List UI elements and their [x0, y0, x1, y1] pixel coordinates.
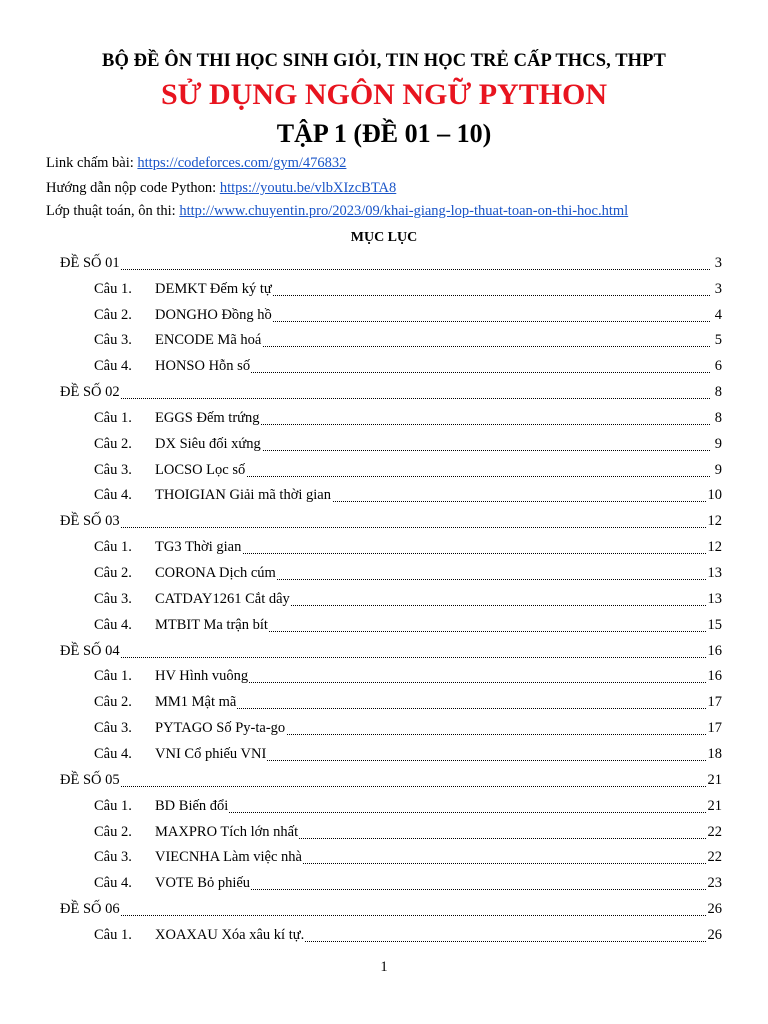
toc-item-number: Câu 2.	[94, 694, 132, 711]
toc-item-number: Câu 4.	[94, 875, 132, 892]
toc-item-number: Câu 4.	[94, 616, 132, 633]
toc-item-number: Câu 4.	[94, 487, 132, 504]
toc-item-number: Câu 3.	[94, 590, 132, 607]
toc-item-row[interactable]	[0, 480, 768, 506]
toc-item-row[interactable]	[0, 712, 768, 738]
toc-page-number: 5	[714, 332, 722, 349]
toc-item-label: DX Siêu đối xứng	[155, 435, 261, 452]
toc-section-row[interactable]	[0, 893, 768, 919]
toc-item-label: BD Biến đổi	[155, 797, 229, 814]
toc-item-number: Câu 1.	[94, 280, 132, 297]
toc-item-row[interactable]	[0, 350, 768, 376]
toc-item-number: Câu 1.	[94, 797, 132, 814]
toc-item-number: Câu 4.	[94, 358, 132, 375]
toc-item-label: CATDAY1261 Cắt dây	[155, 590, 290, 607]
toc-section-label: ĐỀ SỐ 06	[60, 901, 120, 918]
dot-leader	[155, 812, 710, 813]
toc-page-number: 16	[707, 642, 722, 659]
toc-item-number: Câu 1.	[94, 409, 132, 426]
toc-item-row[interactable]	[0, 531, 768, 557]
toc-item-row[interactable]	[0, 325, 768, 351]
toc-page-number: 9	[714, 461, 722, 478]
toc-item-label: HONSO Hỗn số	[155, 358, 251, 375]
toc-page-number: 10	[707, 487, 722, 504]
toc-item-row[interactable]	[0, 842, 768, 868]
class-link-line	[46, 203, 628, 220]
toc-item-label: ENCODE Mã hoá	[155, 332, 262, 349]
toc-section-label: ĐỀ SỐ 02	[60, 384, 120, 401]
toc-item-label: TG3 Thời gian	[155, 539, 242, 556]
toc-page-number: 3	[714, 280, 722, 297]
toc-item-row[interactable]	[0, 583, 768, 609]
toc-page-number: 23	[707, 875, 722, 892]
toc-item-row[interactable]	[0, 454, 768, 480]
toc-page-number: 17	[707, 694, 722, 711]
toc-item-number: Câu 1.	[94, 668, 132, 685]
toc-page-number: 9	[714, 435, 722, 452]
toc-item-label: CORONA Dịch cúm	[155, 565, 276, 582]
toc-section-row[interactable]	[0, 635, 768, 661]
toc-page-number: 21	[707, 771, 722, 788]
toc-item-number: Câu 1.	[94, 539, 132, 556]
toc-page-number: 26	[707, 901, 722, 918]
toc-page-number: 12	[707, 513, 722, 530]
page-number: 1	[380, 959, 388, 975]
toc-page-number: 8	[714, 384, 722, 401]
dot-leader	[60, 269, 710, 270]
toc-item-number: Câu 3.	[94, 849, 132, 866]
document-heading: BỘ ĐỀ ÔN THI HỌC SINH GIỎI, TIN HỌC TRẺ CẤP THCS, THPT	[102, 51, 666, 71]
volume-title: TẬP 1 (ĐỀ 01 – 10)	[276, 119, 492, 148]
dot-leader	[60, 398, 710, 399]
document-title: SỬ DỤNG NGÔN NGỮ PYTHON	[160, 78, 608, 111]
toc-page-number: 22	[707, 823, 722, 840]
toc-section-label: ĐỀ SỐ 01	[60, 254, 120, 271]
toc-item-number: Câu 3.	[94, 461, 132, 478]
toc-item-label: VIECNHA Làm việc nhà	[155, 849, 302, 866]
toc-page-number: 13	[707, 565, 722, 582]
toc-item-label: MM1 Mật mã	[155, 694, 237, 711]
toc-item-label: DONGHO Đồng hồ	[155, 306, 272, 323]
toc-item-row[interactable]	[0, 299, 768, 325]
dot-leader	[60, 786, 710, 787]
toc-page-number: 18	[707, 745, 722, 762]
toc-item-row[interactable]	[0, 738, 768, 764]
toc-item-row[interactable]	[0, 661, 768, 687]
submission-guide-line	[46, 180, 396, 197]
toc-page-number: 16	[707, 668, 722, 685]
toc-item-number: Câu 2.	[94, 565, 132, 582]
toc-page-number: 8	[714, 409, 722, 426]
toc-item-label: MTBIT Ma trận bít	[155, 616, 268, 633]
link-label: Link chấm bài:	[46, 155, 138, 171]
toc-page-number: 15	[707, 616, 722, 633]
dot-leader	[60, 657, 710, 658]
toc-item-row[interactable]	[0, 790, 768, 816]
dot-leader	[155, 708, 710, 709]
toc-section-row[interactable]	[0, 506, 768, 532]
link-label: Hướng dẫn nộp code Python:	[46, 180, 220, 196]
toc-item-number: Câu 2.	[94, 823, 132, 840]
toc-item-number: Câu 2.	[94, 306, 132, 323]
toc-section-row[interactable]	[0, 376, 768, 402]
toc-item-number: Câu 2.	[94, 435, 132, 452]
toc-item-row[interactable]	[0, 867, 768, 893]
toc-item-row[interactable]	[0, 273, 768, 299]
grading-link[interactable]: https://codeforces.com/gym/476832	[137, 155, 347, 171]
toc-page-number: 6	[714, 358, 722, 375]
toc-page-number: 21	[707, 797, 722, 814]
dot-leader	[60, 527, 710, 528]
toc-item-row[interactable]	[0, 402, 768, 428]
toc-page-number: 4	[714, 306, 722, 323]
toc-page-number: 22	[707, 849, 722, 866]
toc-item-label: EGGS Đếm trứng	[155, 409, 260, 426]
submission-guide-link[interactable]: https://youtu.be/vlbXIzcBTA8	[219, 180, 397, 196]
toc-item-label: VOTE Bỏ phiếu	[155, 875, 251, 892]
toc-item-row[interactable]	[0, 686, 768, 712]
toc-item-label: DEMKT Đếm ký tự	[155, 280, 272, 297]
toc-item-label: THOIGIAN Giải mã thời gian	[155, 487, 331, 504]
toc-page-number: 3	[714, 254, 722, 271]
toc-section-row[interactable]	[0, 247, 768, 273]
toc-section-label: ĐỀ SỐ 05	[60, 771, 120, 788]
toc-page-number: 17	[707, 720, 722, 737]
toc-item-label: VNI Cổ phiếu VNI	[155, 745, 267, 762]
class-link[interactable]: http://www.chuyentin.pro/2023/09/khai-giang-lop-thuat-toan-on-thi-hoc.html	[179, 203, 629, 219]
toc-item-row[interactable]	[0, 428, 768, 454]
toc-page-number: 26	[707, 926, 722, 943]
toc-item-number: Câu 1.	[94, 926, 132, 943]
toc-section-label: ĐỀ SỐ 04	[60, 642, 120, 659]
toc-section-label: ĐỀ SỐ 03	[60, 513, 120, 530]
toc-item-label: LOCSO Lọc số	[155, 461, 246, 478]
toc-item-label: PYTAGO Số Py-ta-go	[155, 720, 286, 737]
toc-item-number: Câu 4.	[94, 745, 132, 762]
toc-item-label: MAXPRO Tích lớn nhất	[155, 823, 299, 840]
toc-item-row[interactable]	[0, 919, 768, 945]
toc-item-row[interactable]	[0, 557, 768, 583]
toc-item-row[interactable]	[0, 816, 768, 842]
toc-page-number: 12	[707, 539, 722, 556]
link-label: Lớp thuật toán, ôn thi:	[46, 203, 180, 219]
toc-item-row[interactable]	[0, 609, 768, 635]
toc-title: MỤC LỤC	[350, 230, 418, 245]
toc-item-number: Câu 3.	[94, 332, 132, 349]
toc-item-label: HV Hình vuông	[155, 668, 249, 685]
toc-page-number: 13	[707, 590, 722, 607]
toc-item-label: XOAXAU Xóa xâu kí tự.	[155, 926, 305, 943]
toc-section-row[interactable]	[0, 764, 768, 790]
dot-leader	[60, 915, 710, 916]
grading-link-line	[46, 155, 346, 172]
toc-item-number: Câu 3.	[94, 720, 132, 737]
